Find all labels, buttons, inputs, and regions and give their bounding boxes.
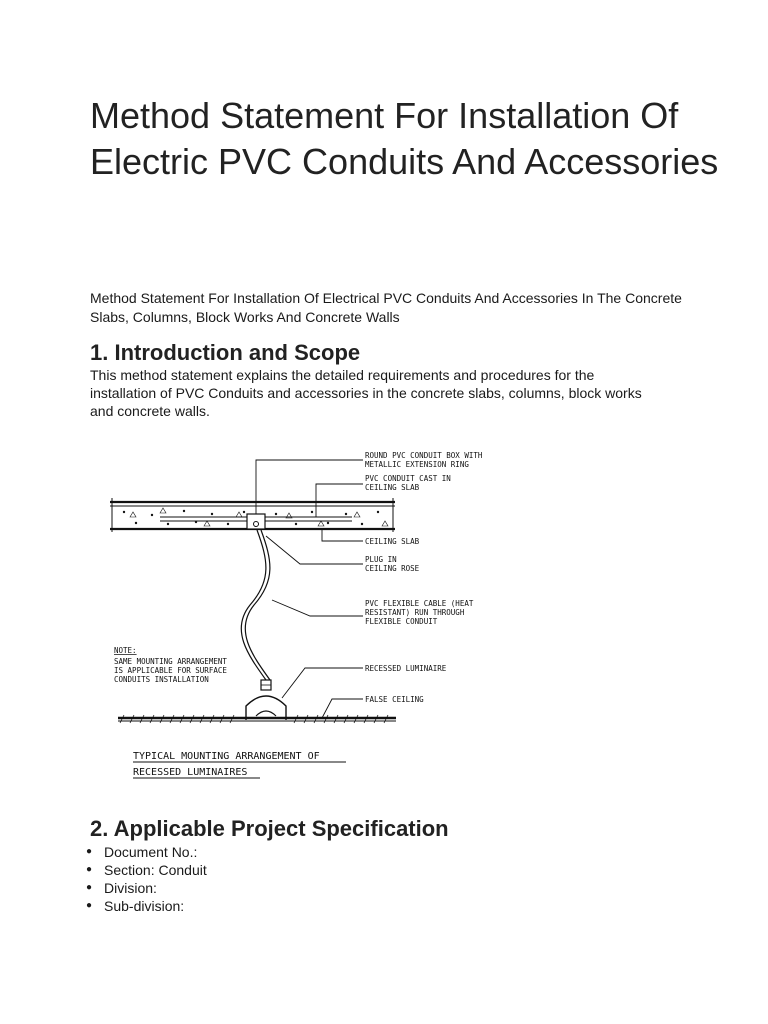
section-heading-introduction: 1. Introduction and Scope xyxy=(90,340,361,365)
section-heading-specification: 2. Applicable Project Specification xyxy=(90,816,449,841)
label-conduit-cast: PVC CONDUIT CAST IN xyxy=(365,474,451,483)
introduction-paragraph: This method statement explains the detailed requirements and procedures for the installation of PVC Conduits and accessories in the concrete slabs, columns, block works and concrete walls. xyxy=(90,367,642,419)
note-title: NOTE: xyxy=(114,646,137,655)
label-luminaire: RECESSED LUMINAIRE xyxy=(365,664,447,673)
label-conduit-box: ROUND PVC CONDUIT BOX WITH xyxy=(365,451,483,460)
figure-caption-line-2: RECESSED LUMINAIRES xyxy=(133,767,248,778)
label-plug: PLUG IN xyxy=(365,555,397,564)
list-item xyxy=(86,879,207,897)
label-conduit-cast-2: CEILING SLAB xyxy=(365,483,420,492)
ceiling-slab-drawing xyxy=(110,498,395,532)
list-item xyxy=(86,861,207,879)
bullet-icon: ● xyxy=(86,882,93,893)
document-subtitle: Method Statement For Installation Of Electrical PVC Conduits And Accessories In The Concrete Slabs, Columns, Block Works And Concrete Walls xyxy=(90,290,682,325)
note-line-2: IS APPLICABLE FOR SURFACE xyxy=(114,666,227,675)
list-item xyxy=(86,843,207,861)
bullet-icon: ● xyxy=(86,900,93,911)
false-ceiling-drawing xyxy=(118,715,396,723)
list-item xyxy=(86,897,207,915)
list-item-text: Division: xyxy=(104,880,157,896)
note-line-3: CONDUITS INSTALLATION xyxy=(114,675,209,684)
bullet-icon: ● xyxy=(86,864,93,875)
mounting-arrangement-diagram xyxy=(100,440,520,790)
note-line-1: SAME MOUNTING ARRANGEMENT xyxy=(114,657,227,666)
label-ceiling-slab: CEILING SLAB xyxy=(365,537,420,546)
specification-list xyxy=(86,843,207,915)
label-cable-2: RESISTANT) RUN THROUGH xyxy=(365,608,465,617)
label-conduit-box-2: METALLIC EXTENSION RING xyxy=(365,460,469,469)
figure-caption-line-1: TYPICAL MOUNTING ARRANGEMENT OF xyxy=(133,751,320,762)
list-item-text: Section: Conduit xyxy=(104,862,207,878)
list-item-text: Document No.: xyxy=(104,844,198,860)
luminaire-drawing xyxy=(246,680,286,720)
bullet-icon: ● xyxy=(86,846,93,857)
label-cable: PVC FLEXIBLE CABLE (HEAT xyxy=(365,599,474,608)
label-cable-3: FLEXIBLE CONDUIT xyxy=(365,617,438,626)
document-title: Method Statement For Installation Of Electric PVC Conduits And Accessories xyxy=(90,95,719,182)
list-item-text: Sub-division: xyxy=(104,898,185,914)
label-plug-2: CEILING ROSE xyxy=(365,564,420,573)
label-false-ceiling: FALSE CEILING xyxy=(365,695,424,704)
